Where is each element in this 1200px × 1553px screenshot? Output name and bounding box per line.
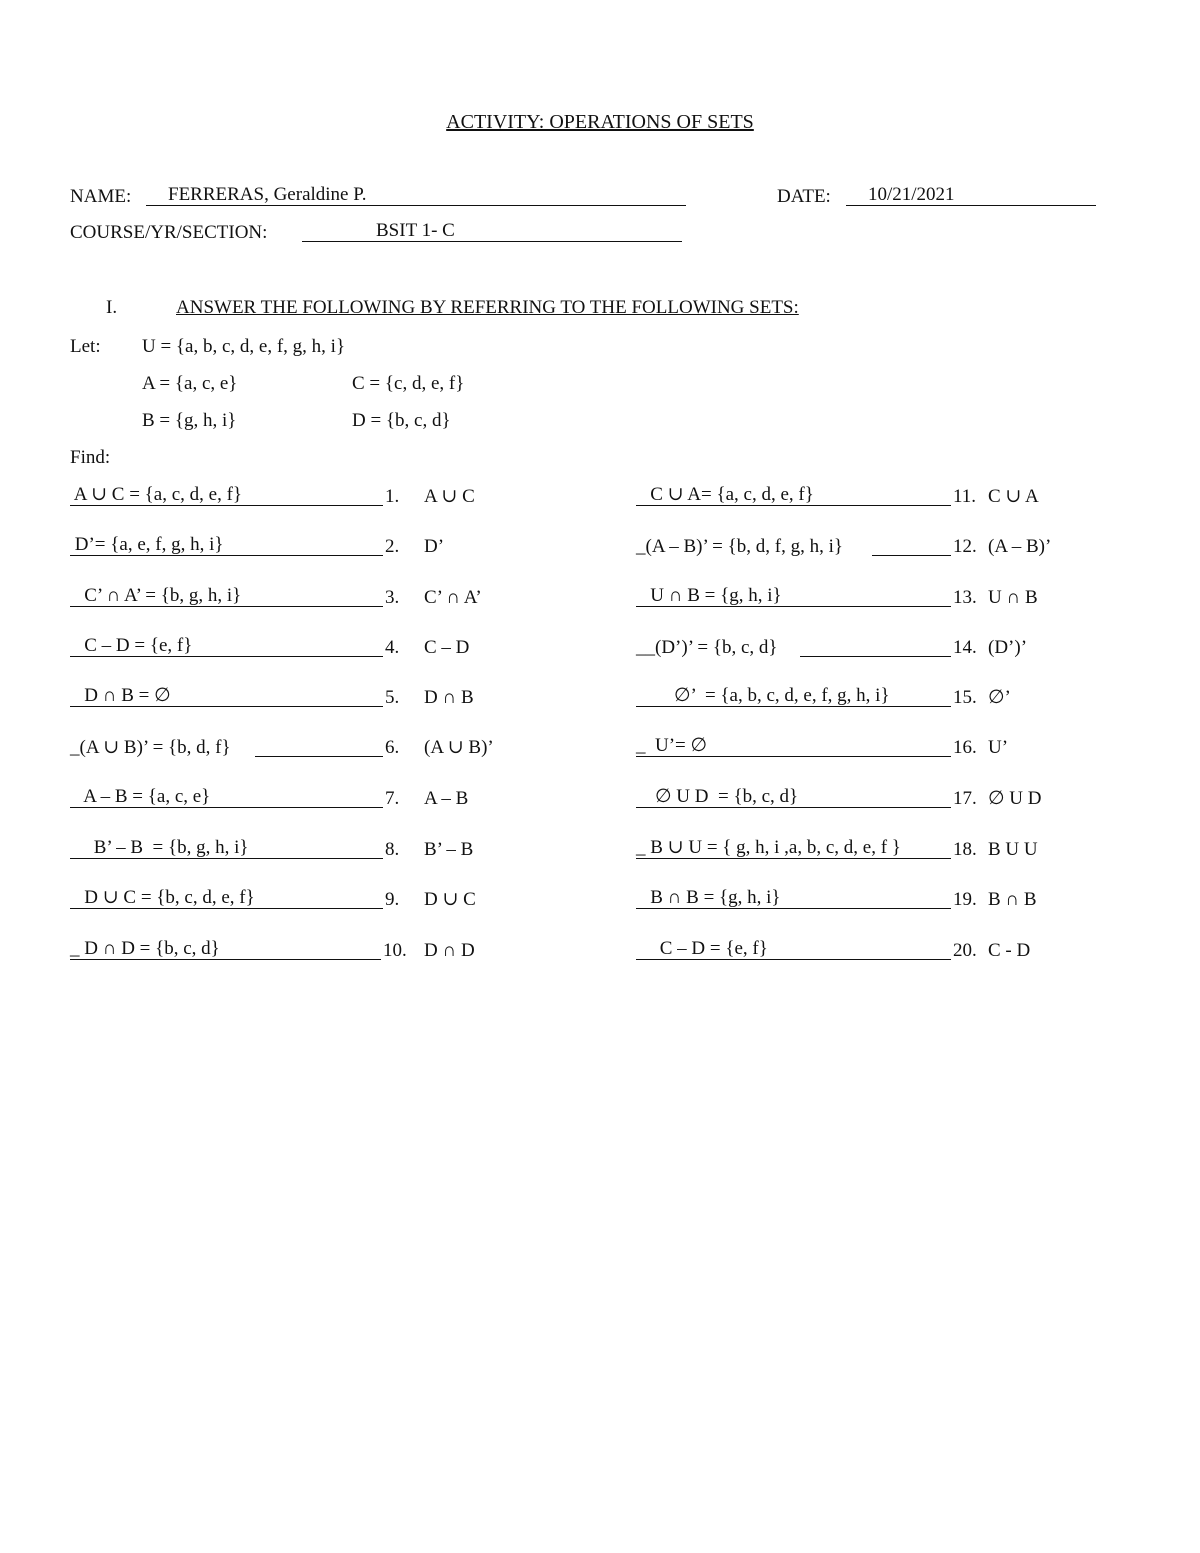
item-number: 16. — [953, 737, 977, 758]
item-number: 4. — [385, 637, 400, 658]
item-question: (A – B)’ — [988, 536, 1052, 557]
item-question: ∅ U D — [988, 788, 1042, 809]
answer-text: __(D’)’ = {b, c, d} — [636, 637, 778, 658]
answer-text: A ∪ C = {a, c, d, e, f} — [70, 484, 243, 505]
answer-text: C ∪ A= {a, c, d, e, f} — [636, 484, 814, 505]
answer-line — [636, 787, 951, 808]
answer-line — [636, 586, 951, 607]
item-number: 8. — [385, 839, 400, 860]
answer-line — [70, 636, 383, 657]
answer-text: B ∩ B = {g, h, i} — [636, 887, 781, 908]
answer-line — [70, 535, 383, 556]
item-question: A ∪ C — [424, 486, 475, 507]
item-question: D ∩ B — [424, 687, 474, 708]
set-a: A = {a, c, e} — [142, 373, 238, 394]
answer-line — [70, 888, 383, 909]
answer-line — [70, 838, 383, 859]
section-heading: ANSWER THE FOLLOWING BY REFERRING TO THE FOLLOWING SETS: — [176, 297, 799, 318]
item-question: U’ — [988, 737, 1009, 758]
item-number: 10. — [383, 940, 407, 961]
item-question: ∅’ — [988, 687, 1011, 708]
item-number: 3. — [385, 587, 400, 608]
answer-line — [636, 485, 951, 506]
answer-text: C – D = {e, f} — [636, 938, 768, 959]
find-label: Find: — [70, 447, 111, 468]
item-number: 5. — [385, 687, 400, 708]
name-field — [146, 185, 686, 206]
set-b: B = {g, h, i} — [142, 410, 237, 431]
item-question: D’ — [424, 536, 445, 557]
answer-line — [636, 736, 951, 757]
answer-text: _(A ∪ B)’ = {b, d, f} — [70, 737, 231, 758]
item-number: 19. — [953, 889, 977, 910]
answer-line — [70, 787, 383, 808]
answer-text: D ∩ B = ∅ — [70, 685, 171, 706]
item-number: 20. — [953, 940, 977, 961]
answer-text: U ∩ B = {g, h, i} — [636, 585, 782, 606]
item-number: 6. — [385, 737, 400, 758]
item-question: U ∩ B — [988, 587, 1038, 608]
answer-line — [636, 888, 951, 909]
set-c: C = {c, d, e, f} — [352, 373, 465, 394]
answer-line — [636, 838, 951, 859]
name-label: NAME: — [70, 186, 132, 207]
page-title — [0, 112, 1200, 132]
answer-line — [872, 535, 951, 556]
answer-line — [636, 686, 951, 707]
answer-text: ∅’ = {a, b, c, d, e, f, g, h, i} — [636, 685, 890, 706]
answer-text: A – B = {a, c, e} — [70, 786, 211, 807]
item-question: C ∪ A — [988, 486, 1039, 507]
item-question: C - D — [988, 940, 1031, 961]
date-field — [846, 185, 1096, 206]
date-label: DATE: — [777, 186, 831, 207]
item-number: 11. — [953, 486, 977, 507]
answer-line — [70, 686, 383, 707]
answer-text: _(A – B)’ = {b, d, f, g, h, i} — [636, 536, 843, 557]
item-number: 17. — [953, 788, 977, 809]
item-question: B ∩ B — [988, 889, 1037, 910]
item-question: (A ∪ B)’ — [424, 737, 494, 758]
item-number: 14. — [953, 637, 977, 658]
item-number: 2. — [385, 536, 400, 557]
item-number: 7. — [385, 788, 400, 809]
let-label: Let: — [70, 336, 101, 357]
answer-text: ∅ U D = {b, c, d} — [636, 786, 799, 807]
course-value: BSIT 1- C — [376, 220, 455, 241]
answer-text: _ B ∪ U = { g, h, i ,a, b, c, d, e, f } — [636, 837, 901, 858]
answer-line — [636, 939, 951, 960]
course-label: COURSE/YR/SECTION: — [70, 222, 268, 243]
name-value: FERRERAS, Geraldine P. — [168, 184, 367, 205]
item-question: D ∩ D — [424, 940, 475, 961]
item-question: A – B — [424, 788, 469, 809]
answer-text: C’ ∩ A’ = {b, g, h, i} — [70, 585, 242, 606]
answer-line — [70, 485, 383, 506]
item-number: 12. — [953, 536, 977, 557]
item-question: B U U — [988, 839, 1038, 860]
answer-text: C – D = {e, f} — [70, 635, 193, 656]
answer-text: D ∪ C = {b, c, d, e, f} — [70, 887, 255, 908]
answer-line — [70, 939, 381, 960]
answer-text: _ D ∩ D = {b, c, d} — [70, 938, 220, 959]
item-question: B’ – B — [424, 839, 474, 860]
item-number: 1. — [385, 486, 400, 507]
answer-text: _ U’= ∅ — [636, 735, 708, 756]
set-u: U = {a, b, c, d, e, f, g, h, i} — [142, 336, 346, 357]
item-number: 15. — [953, 687, 977, 708]
item-number: 18. — [953, 839, 977, 860]
answer-line — [800, 636, 951, 657]
item-number: 13. — [953, 587, 977, 608]
answer-line — [255, 736, 383, 757]
item-question: C’ ∩ A’ — [424, 587, 482, 608]
date-value: 10/21/2021 — [868, 184, 955, 205]
answer-line — [70, 586, 383, 607]
item-question: D ∪ C — [424, 889, 476, 910]
course-field — [302, 221, 682, 242]
item-number: 9. — [385, 889, 400, 910]
page-title-text: ACTIVITY: OPERATIONS OF SETS — [446, 111, 754, 133]
item-question: (D’)’ — [988, 637, 1028, 658]
item-question: C – D — [424, 637, 470, 658]
section-number: I. — [106, 297, 118, 318]
set-d: D = {b, c, d} — [352, 410, 451, 431]
answer-text: B’ – B = {b, g, h, i} — [70, 837, 249, 858]
answer-text: D’= {a, e, f, g, h, i} — [70, 534, 224, 555]
